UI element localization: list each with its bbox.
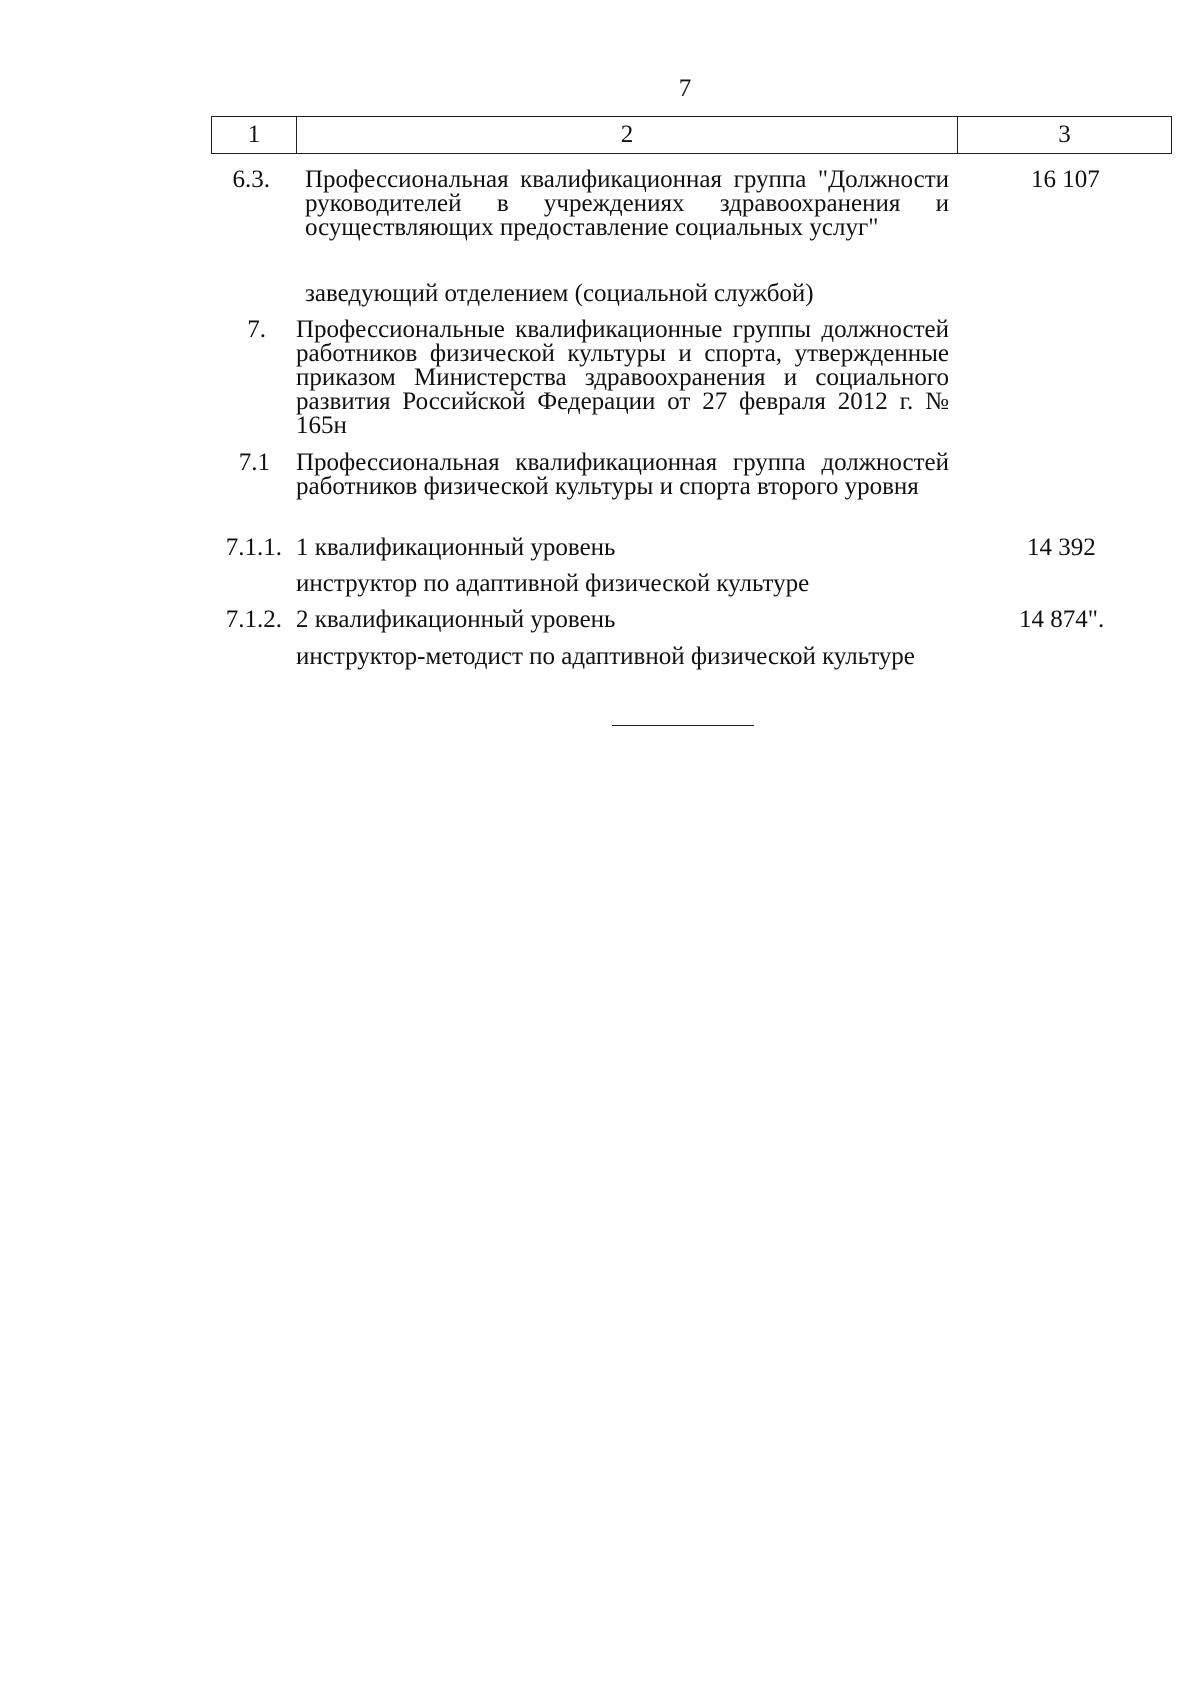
row-6-3-number: 6.3. <box>232 166 270 193</box>
row-7-text: Профессиональные квалификационные группы должностей работников физической культуры и спорта, утвержденные приказом Министерства здравоохранения и социального развития Российской Федерации от 27 февраля 2012 г. № 165н <box>296 316 949 439</box>
row-6-3-position: заведующий отделением (социальной службой) <box>305 280 814 307</box>
header-col-2: 2 <box>297 117 958 153</box>
row-7-1-text: Профессиональная квалификационная группа должностей работников физической культуры и спорта второго уровня <box>296 449 949 500</box>
header-col-3: 3 <box>1058 121 1071 148</box>
row-7-1-1-value: 14 392 <box>1027 534 1096 561</box>
row-7-1-2-number: 7.1.2. <box>225 606 282 633</box>
row-7-1-2-value: 14 874". <box>1019 606 1105 633</box>
row-6-3-value: 16 107 <box>1031 166 1100 193</box>
end-rule <box>612 725 754 726</box>
row-7-1-1-text: 1 квалификационный уровень <box>296 534 616 561</box>
header-col-1: 1 <box>212 117 297 153</box>
row-7-1-2-text: 2 квалификационный уровень <box>296 606 616 633</box>
table-header <box>211 116 1172 154</box>
row-6-3-text: Профессиональная квалификационная группа "Должности руководителей в учреждениях здравоохранения и осуществляющих предоставление социальных услуг" <box>305 166 949 241</box>
page-number: 7 <box>678 75 692 102</box>
row-7-1-2-position: инструктор-методист по адаптивной физической культуре <box>296 643 915 670</box>
row-7-1-1-position: инструктор по адаптивной физической культуре <box>296 570 810 597</box>
row-7-1-number: 7.1 <box>238 449 270 476</box>
row-7-1-1-number: 7.1.1. <box>225 534 282 561</box>
row-7-number: 7. <box>247 316 266 343</box>
